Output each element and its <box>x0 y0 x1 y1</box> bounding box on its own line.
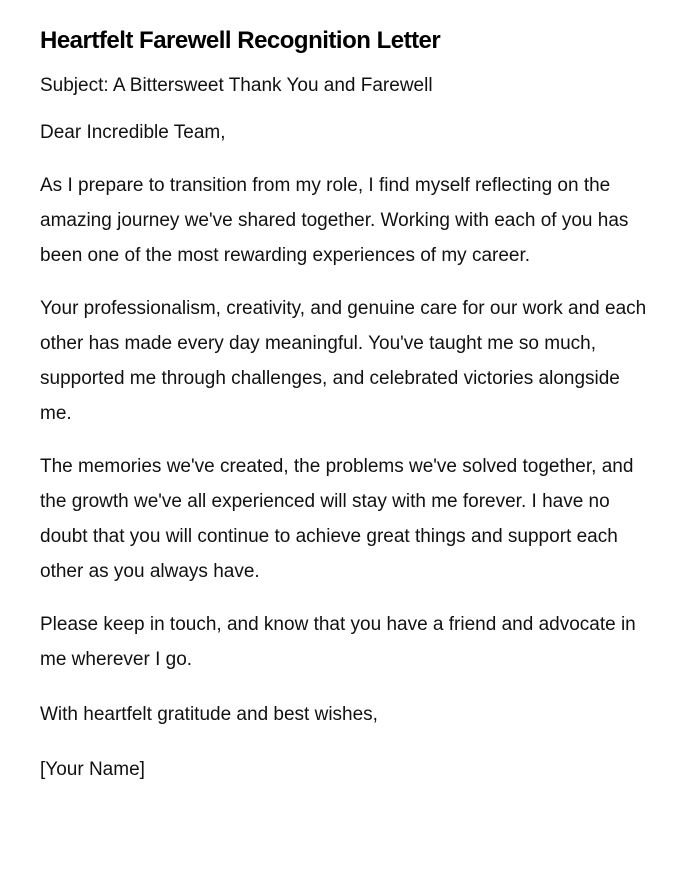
signature-placeholder: [Your Name] <box>40 759 145 780</box>
body-paragraph-2: Your professionalism, creativity, and genuine care for our work and each other has made every day meaningful. You've taught me so much, supported me through challenges, and celebrated victories alongside me. <box>40 298 647 424</box>
greeting: Dear Incredible Team, <box>40 122 226 143</box>
body-paragraph-1: As I prepare to transition from my role, I find myself reflecting on the amazing journey we've shared together. Working with each of you has been one of the most rewarding experiences of my career. <box>40 175 629 266</box>
subject-line: Subject: A Bittersweet Thank You and Farewell <box>40 75 433 96</box>
letter-title: Heartfelt Farewell Recognition Letter <box>40 27 441 54</box>
closing-line: With heartfelt gratitude and best wishes, <box>40 704 378 725</box>
body-paragraph-3: The memories we've created, the problems we've solved together, and the growth we've all experienced will stay with me forever. I have no doubt that you will continue to achieve great things and support each other as you always have. <box>40 456 634 582</box>
body-paragraph-4: Please keep in touch, and know that you have a friend and advocate in me wherever I go. <box>40 614 636 670</box>
letter-document <box>40 26 650 787</box>
